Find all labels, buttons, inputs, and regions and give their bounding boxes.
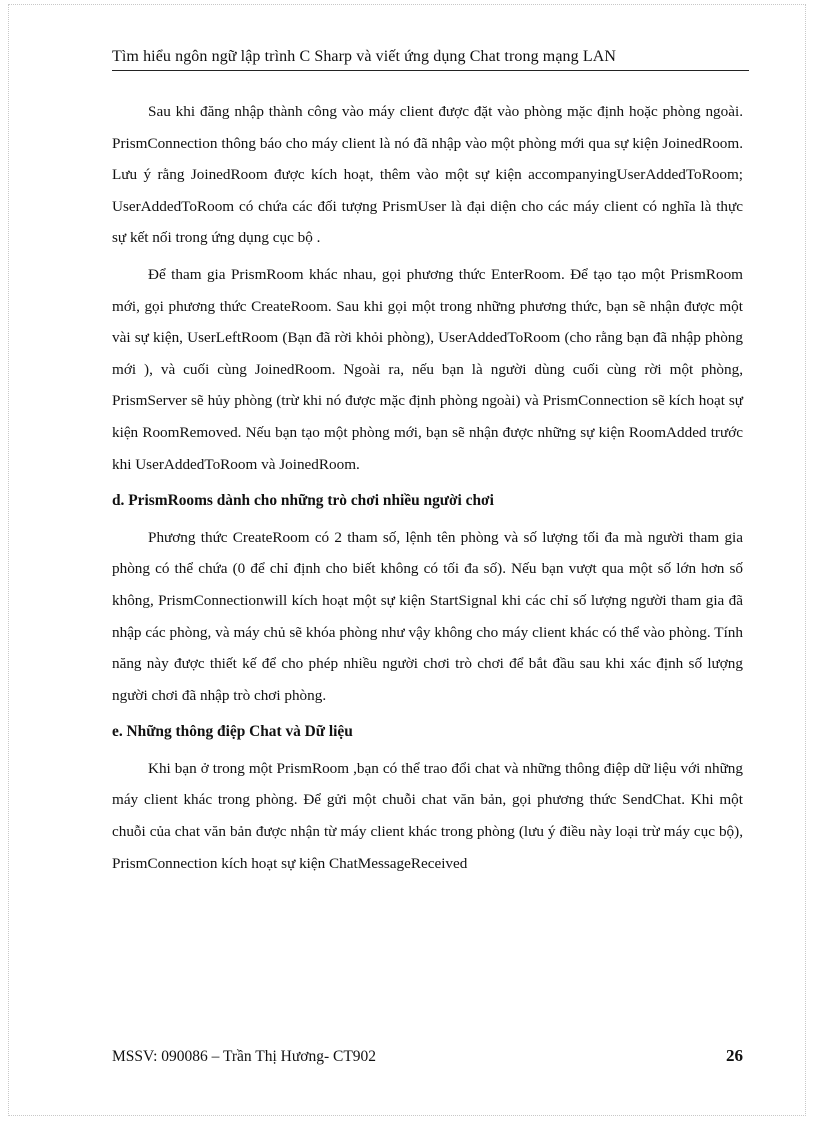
paragraph-chat-messages: Khi bạn ở trong một PrismRoom ,bạn có thể trao đổi chat và những thông điệp dữ liệu với những máy client khác trong phòng. Để gửi một chuỗi chat văn bản, gọi phương thức SendChat. Khi một chuỗi của chat văn bản được nhận từ máy client khác trong phòng (lưu ý điều này loại trừ máy cục bộ), PrismConnection kích hoạt sự kiện ChatMessageReceived [112,759,743,872]
paragraph-create-room: Phương thức CreateRoom có 2 tham số, lệnh tên phòng và số lượng tối đa mà người tham gia phòng có thể chứa (0 để chỉ định cho biết không có tối đa số). Nếu bạn vượt qua một số lớn hơn số không, PrismConnectionwill kích hoạt một sự kiện StartSignal khi các chỉ số lượng người tham gia đã nhập các phòng, và máy chủ sẽ khóa phòng như vậy không cho máy client khác có thể vào phòng. Tính năng này được thiết kế để cho phép nhiều người chơi trò chơi để bắt đầu sau khi xác định số lượng người chơi đã nhập trò chơi phòng. [112,528,743,704]
section-heading-e: e. Những thông điệp Chat và Dữ liệu [112,723,353,741]
section-heading-d: d. PrismRooms dành cho những trò chơi nhiều người chơi [112,492,494,510]
running-header: Tìm hiểu ngôn ngữ lập trình C Sharp và viết ứng dụng Chat trong mạng LAN [112,48,749,71]
document-body [112,96,743,884]
footer-author: MSSV: 090086 – Trần Thị Hương- CT902 [112,1048,377,1065]
paragraph-login-joined-room: Sau khi đăng nhập thành công vào máy client được đặt vào phòng mặc định hoặc phòng ngoài. PrismConnection thông báo cho máy client là nó đã nhập vào một phòng mới qua sự kiện JoinedRoom. Lưu ý rằng JoinedRoom được kích hoạt, thêm vào một sự kiện accompanyingUserAddedToRoom; UserAddedToRoom có chứa các đối tượng PrismUser là đại diện cho các máy client có nghĩa là thực sự kết nối trong ứng dụng cục bộ . [112,103,743,247]
page-footer [112,1046,743,1066]
page-number: 26 [726,1046,743,1065]
paragraph-enter-room: Để tham gia PrismRoom khác nhau, gọi phương thức EnterRoom. Để tạo tạo một PrismRoom mới, gọi phương thức CreateRoom. Sau khi gọi một trong những phương thức, bạn sẽ nhận được một vài sự kiện, UserLeftRoom (Bạn đã rời khỏi phòng), UserAddedToRoom (cho rằng bạn đã nhập phòng mới ), và cuối cùng JoinedRoom. Ngoài ra, nếu bạn là người dùng cuối cùng rời một phòng, PrismServer sẽ hủy phòng (trừ khi nó được mặc định phòng ngoài) và PrismConnection sẽ kích hoạt sự kiện RoomRemoved. Nếu bạn tạo một phòng mới, bạn sẽ nhận được những sự kiện RoomAdded trước khi UserAddedToRoom và JoinedRoom. [112,265,743,473]
